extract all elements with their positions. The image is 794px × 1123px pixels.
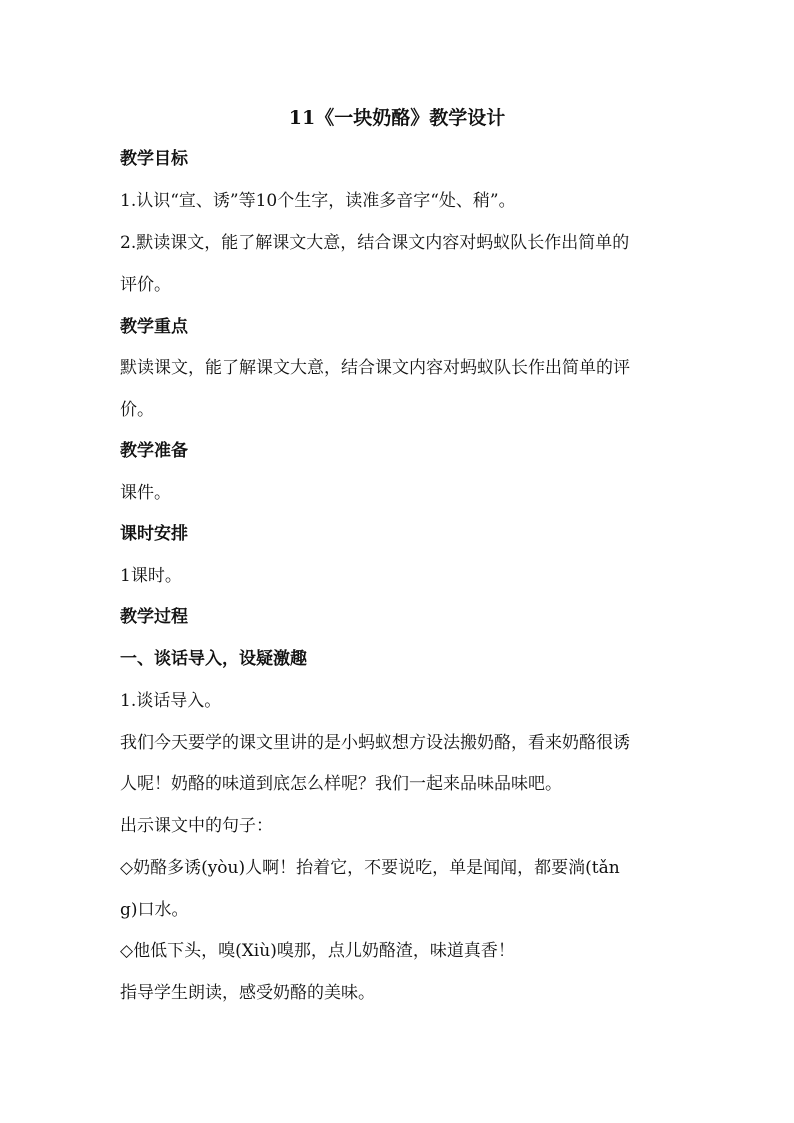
sentence-2: ◇他低下头，嗅(Xiù)嗅那，点儿奶酪渣，味道真香！ <box>120 941 515 961</box>
step-1: 1.谈话导入。 <box>120 691 222 711</box>
goal-2-line-2: 评价。 <box>120 275 171 295</box>
preparation-text: 课件。 <box>120 483 171 503</box>
schedule-text: 1课时。 <box>120 566 182 586</box>
show-sentences: 出示课文中的句子： <box>120 816 273 836</box>
goal-1: 1.认识“宣、诱”等10个生字，读准多音字“处、稍”。 <box>120 191 516 211</box>
guide-text: 指导学生朗读，感受奶酪的美味。 <box>120 983 375 1003</box>
intro-line-1: 我们今天要学的课文里讲的是小蚂蚁想方设法搬奶酪，看来奶酪很诱 <box>120 733 630 753</box>
heading-schedule: 课时安排 <box>120 524 188 544</box>
key-line-1: 默读课文，能了解课文大意，结合课文内容对蚂蚁队长作出简单的评 <box>120 358 630 378</box>
heading-teaching-goals: 教学目标 <box>120 149 188 169</box>
heading-process: 教学过程 <box>120 607 188 627</box>
heading-part-1: 一、谈话导入，设疑激趣 <box>120 649 307 669</box>
document-title: 11《一块奶酪》教学设计 <box>288 107 506 129</box>
goal-2-line-1: 2.默读课文，能了解课文大意，结合课文内容对蚂蚁队长作出简单的 <box>120 233 630 253</box>
key-line-2: 价。 <box>120 400 154 420</box>
intro-line-2: 人呢！奶酪的味道到底怎么样呢？我们一起来品味品味吧。 <box>120 774 562 794</box>
heading-preparation: 教学准备 <box>120 441 188 461</box>
heading-key-points: 教学重点 <box>120 317 188 337</box>
sentence-1-line-1: ◇奶酪多诱(yòu)人啊！抬着它，不要说吃，单是闻闻，都要淌(tǎn <box>120 858 620 878</box>
sentence-1-line-2: g)口水。 <box>120 900 189 920</box>
